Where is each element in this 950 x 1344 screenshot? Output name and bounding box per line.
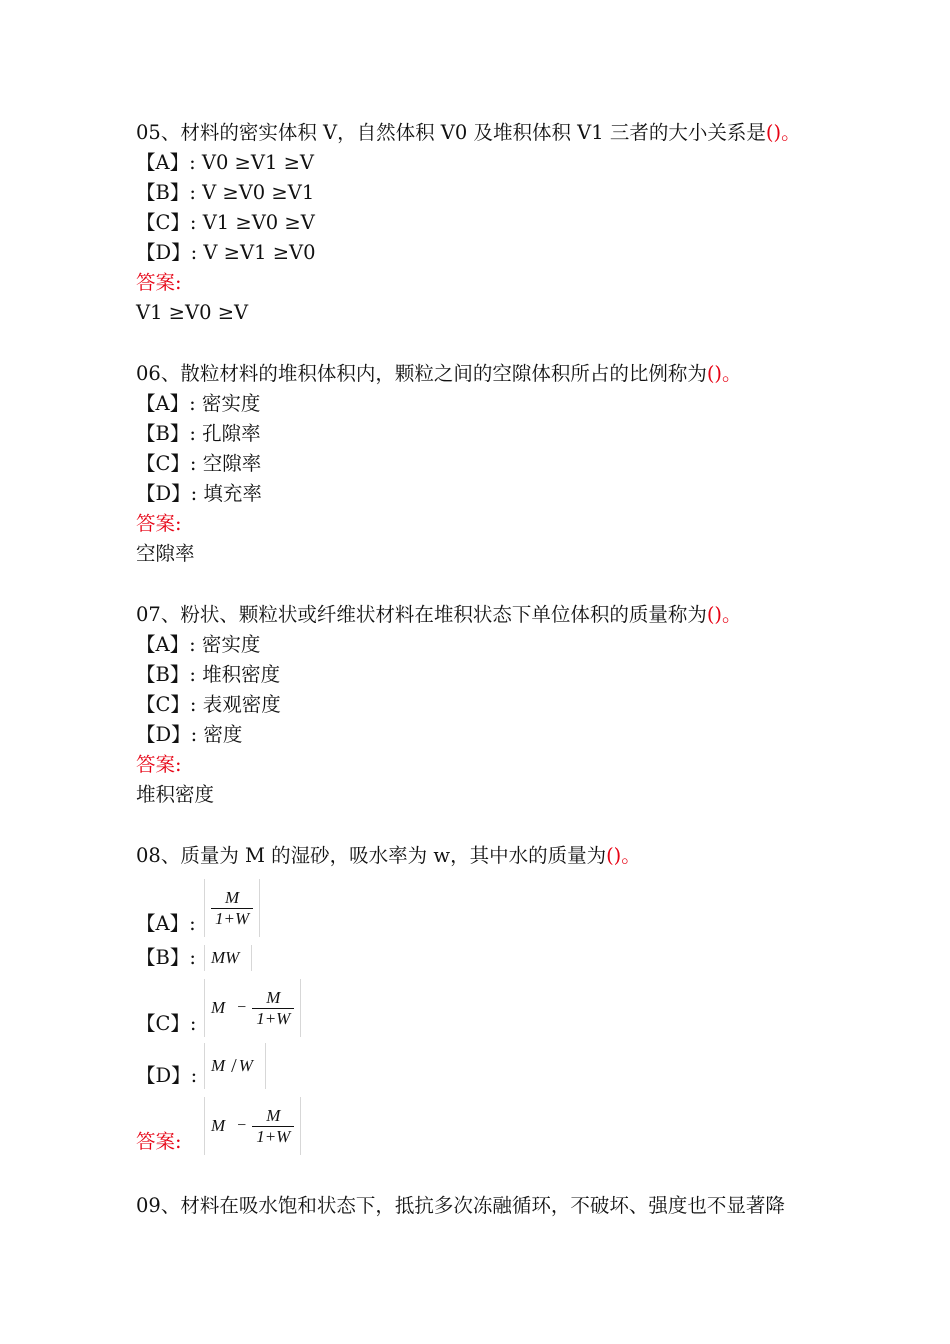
fraction: $\frac{M}{1+W}$ <box>211 888 253 929</box>
option-d: 【D】: 填充率 <box>136 482 262 505</box>
option-a: 【A】: 密实度 <box>136 633 261 656</box>
fraction: $\frac{M}{1+W}$ <box>252 988 294 1029</box>
option-c: 【C】: M − $\frac{M}{1+W}$ <box>136 979 876 1037</box>
answer-text: V1 ≥V0 ≥V <box>136 301 249 324</box>
option-b: 【B】: MW <box>136 943 876 971</box>
question-stem: 07、粉状、颗粒状或纤维状材料在堆积状态下单位体积的质量称为()。 <box>136 603 742 626</box>
answer-label: 答案: <box>136 753 182 776</box>
option-c: 【C】: 空隙率 <box>136 452 262 475</box>
option-b: 【B】: V ≥V0 ≥V1 <box>136 181 315 204</box>
answer <box>136 1097 876 1155</box>
formula-image <box>204 879 260 937</box>
formula-image: M / W <box>204 1043 266 1089</box>
option-a: 【A】: 密实度 <box>136 392 261 415</box>
option-c: 【C】: 表观密度 <box>136 693 281 716</box>
option-b: 【B】: 孔隙率 <box>136 422 261 445</box>
question-stem: 06、散粒材料的堆积体积内，颗粒之间的空隙体积所占的比例称为()。 <box>136 362 742 385</box>
option-d: 【D】: 密度 <box>136 723 243 746</box>
question-08 <box>136 841 876 1155</box>
option-a: 【A】: $\frac{M}{1+W}$ <box>136 875 876 937</box>
answer-text: 空隙率 <box>136 542 195 565</box>
option-b: 【B】: 堆积密度 <box>136 663 281 686</box>
question-stem: 08、质量为 M 的湿砂，吸水率为 w，其中水的质量为()。 <box>136 844 641 867</box>
question-05 <box>136 118 876 328</box>
question-stem: 05、材料的密实体积 V，自然体积 V0 及堆积体积 V1 三者的大小关系是()。 <box>136 121 801 144</box>
option-a: 【A】: V0 ≥V1 ≥V <box>136 151 314 174</box>
option-d: 【D】: V ≥V1 ≥V0 <box>136 241 316 264</box>
question-07 <box>136 600 876 810</box>
formula-image: M − $\frac{M}{1+W}$ <box>204 1097 301 1155</box>
document-page <box>136 118 876 1221</box>
answer-label: 答案: <box>136 512 182 535</box>
question-09 <box>136 1191 876 1221</box>
formula-image: MW <box>204 945 252 971</box>
question-stem: 09、材料在吸水饱和状态下，抵抗多次冻融循环，不破坏、强度也不显著降 <box>136 1194 785 1217</box>
fraction: $\frac{M}{1+W}$ <box>252 1106 294 1147</box>
answer-label: 答案: <box>136 271 182 294</box>
question-06 <box>136 359 876 569</box>
answer-label: 答案: <box>136 1130 182 1153</box>
formula-image: M − $\frac{M}{1+W}$ <box>204 979 301 1037</box>
option-d: 【D】: M / W <box>136 1043 876 1089</box>
answer-text: 堆积密度 <box>136 783 215 806</box>
option-c: 【C】: V1 ≥V0 ≥V <box>136 211 315 234</box>
